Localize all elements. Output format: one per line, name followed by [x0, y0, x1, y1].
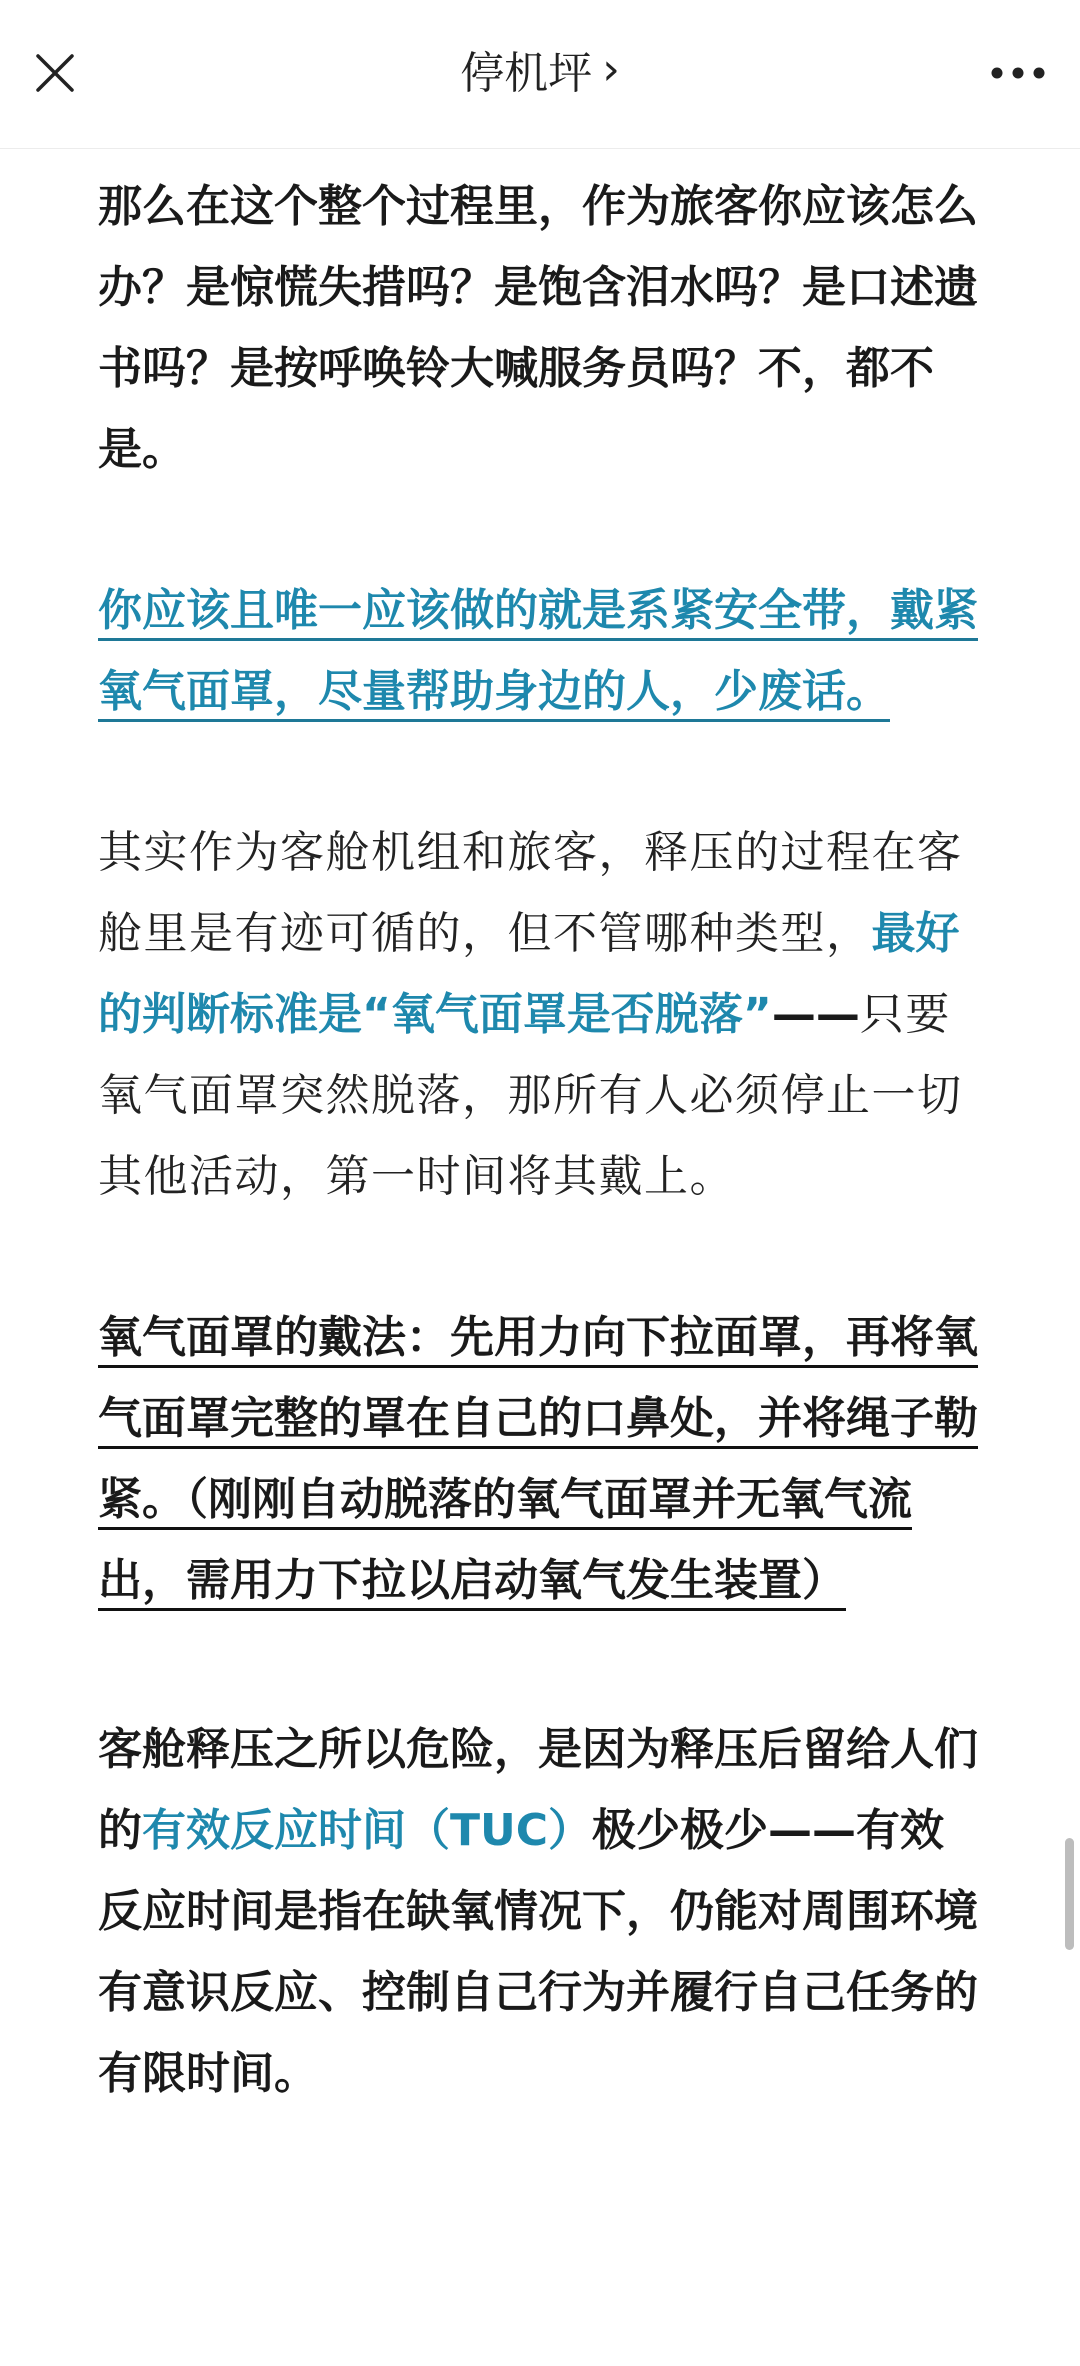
- judgement-standard-highlight: 最好的判断标准是“氧气面罩是否脱落”: [98, 908, 960, 1040]
- tuc-detail: 极少极少——有效反应时间是指在缺氧情况下，仍能对周围环境有意识反应、控制自己行为并履行自己任务的有限时间。: [98, 1805, 978, 2099]
- article-body: [98, 150, 980, 2114]
- judgement-intro: 其实作为客舱机组和旅客，释压的过程在客舱里是有迹可循的，但不管哪种类型，: [98, 827, 963, 959]
- paragraph-passenger-question: 那么在这个整个过程里，作为旅客你应该怎么办？是惊慌失措吗？是饱含泪水吗？是口述遗书吗？是按呼唤铃大喊服务员吗？不，都不是。: [98, 181, 978, 475]
- judgement-detail: 只要氧气面罩突然脱落，那所有人必须停止一切其他活动，第一时间将其戴上。: [98, 989, 963, 1202]
- more-icon: [990, 66, 1046, 80]
- close-button[interactable]: [22, 40, 88, 106]
- tuc-highlight: 有效反应时间（TUC）: [142, 1805, 593, 1856]
- paragraph-judgement: [98, 812, 980, 1217]
- chevron-right-icon: ›: [602, 43, 620, 95]
- account-name: 停机坪: [460, 48, 593, 99]
- paragraph-mask-usage: [98, 1297, 980, 1621]
- mask-usage-instructions: 氧气面罩的戴法：先用力向下拉面罩，再将氧气面罩完整的罩在自己的口鼻处，并将绳子勒紧。（刚刚自动脱落的氧气面罩并无氧气流出，需用力下拉以启动氧气发生装置）: [98, 1312, 978, 1611]
- paragraph-key-action: [98, 570, 980, 732]
- tuc-intro: 客舱释压之所以危险，是因为释压后留给人们的: [98, 1724, 978, 1856]
- scrollbar-thumb[interactable]: [1065, 1838, 1074, 1950]
- highlighted-key-action: 你应该且唯一应该做的就是系紧安全带，戴紧氧气面罩，尽量帮助身边的人，少废话。: [98, 585, 978, 722]
- em-dash: ——: [771, 989, 860, 1040]
- paragraph-tuc: [98, 1709, 980, 2114]
- more-options-button[interactable]: [978, 40, 1058, 106]
- close-icon: [35, 53, 75, 93]
- top-nav-bar: [0, 0, 1080, 149]
- account-title-link[interactable]: [460, 37, 620, 101]
